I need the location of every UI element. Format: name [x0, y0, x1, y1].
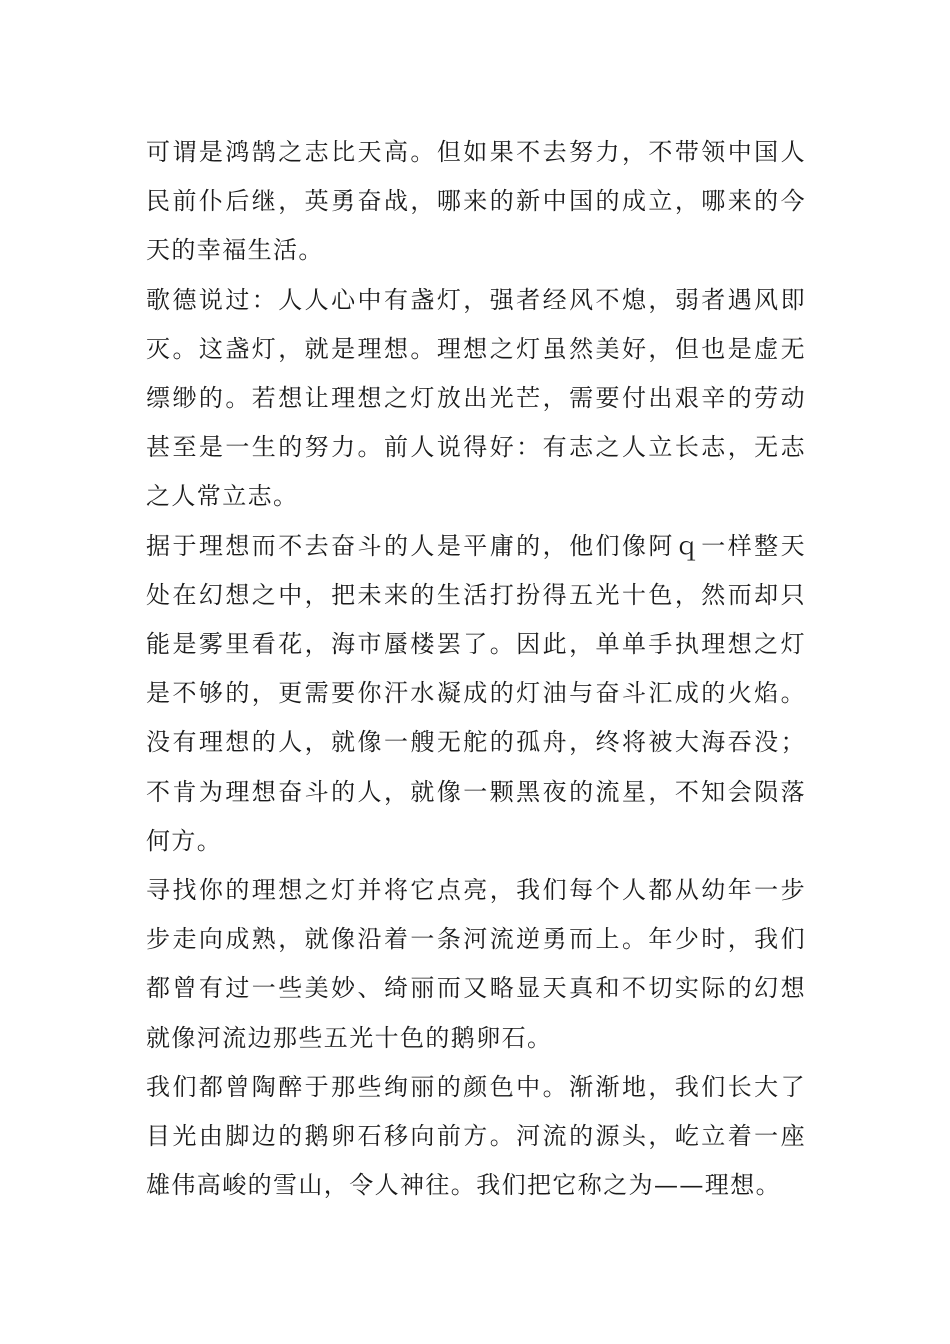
paragraph-4: 寻找你的理想之灯并将它点亮，我们每个人都从幼年一步步走向成熟，就像沿着一条河流逆勇而上。年少时，我们都曾有过一些美妙、绮丽而又略显天真和不切实际的幻想就像河流边那些五光十色的鹅卵石。: [146, 876, 806, 1052]
paragraph-2: 歌德说过：人人心中有盏灯，强者经风不熄，弱者遇风即灭。这盏灯，就是理想。理想之灯虽然美好，但也是虚无缥缈的。若想让理想之灯放出光芒，需要付出艰辛的劳动甚至是一生的努力。前人说得好：有志之人立长志，无志之人常立志。: [146, 285, 806, 511]
paragraph-5: 我们都曾陶醉于那些绚丽的颜色中。渐渐地，我们长大了目光由脚边的鹅卵石移向前方。河流的源头，屹立着一座雄伟高峻的雪山，令人神往。我们把它称之为——理想。: [146, 1072, 806, 1200]
paragraph-3: 据于理想而不去奋斗的人是平庸的，他们像阿ｑ一样整天处在幻想之中，把未来的生活打扮得五光十色，然而却只能是雾里看花，海市蜃楼罢了。因此，单单手执理想之灯是不够的，更需要你汗水凝成的灯油与奋斗汇成的火焰。没有理想的人，就像一艘无舵的孤舟，终将被大海吞没；不肯为理想奋斗的人，就像一颗黑夜的流星，不知会陨落何方。: [146, 531, 806, 855]
paragraph-1: 可谓是鸿鹄之志比天高。但如果不去努力，不带领中国人民前仆后继，英勇奋战，哪来的新中国的成立，哪来的今天的幸福生活。: [146, 138, 806, 265]
body-text: [146, 128, 806, 1210]
